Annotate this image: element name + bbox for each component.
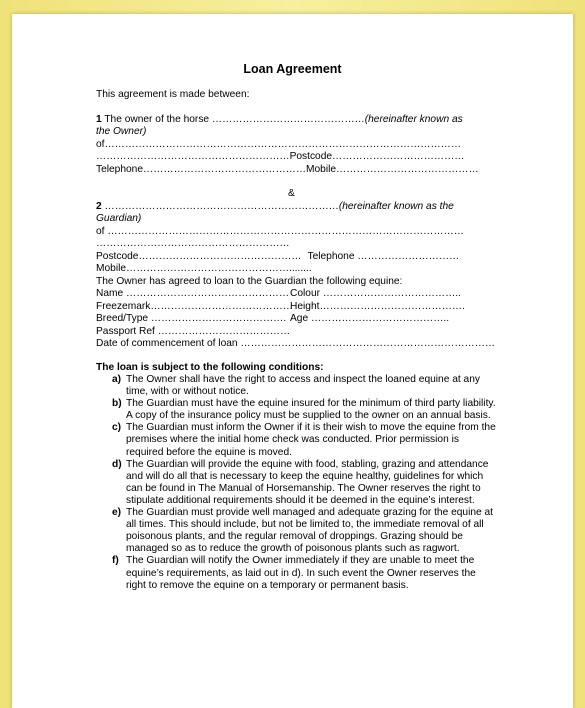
owner-known-as: (hereinafter known as xyxy=(364,114,463,125)
owner-address-line-2 xyxy=(96,151,464,163)
owner-horse-field: The owner of the horse ……………………………………… xyxy=(101,114,365,125)
condition-letter: a) xyxy=(112,374,122,385)
condition-text: The Guardian will provide the equine with food, stabling, grazing and attendance and will do all that is necessary to keep the equine healthy, guidelines for which can be found in The Manual of Horsemanship. The Owner reserves the right to stipulate additional requirements should it be deemed in the equine’s interest. xyxy=(126,458,489,506)
condition-item xyxy=(96,459,496,507)
owner-postcode-field: Postcode………………………………… xyxy=(289,151,465,162)
condition-text: The Owner shall have the right to access and inspect the loaned equine at any time, with or without notice. xyxy=(126,374,480,398)
condition-letter: c) xyxy=(112,422,122,434)
guardian-address-field: of …………………………………………………………………………………………… xyxy=(96,226,464,237)
document-title: Loan Agreement xyxy=(243,62,342,76)
condition-item xyxy=(96,374,496,398)
condition-letter: f) xyxy=(112,555,119,567)
condition-item xyxy=(96,555,496,591)
owner-line-2: the Owner) xyxy=(96,126,147,137)
guardian-postcode-field: Postcode………………………………………… xyxy=(96,251,302,262)
equine-colour-field: Colour ………………………………….. xyxy=(290,288,461,299)
equine-freezemark-field: Freezemark…………………………………… xyxy=(96,301,293,312)
owner-phone-line xyxy=(96,164,479,176)
condition-item xyxy=(96,422,496,458)
condition-letter: e) xyxy=(112,507,122,519)
owner-line-1 xyxy=(96,114,463,126)
conditions-heading: The loan is subject to the following conditions: xyxy=(96,362,324,373)
document-page xyxy=(12,14,573,708)
owner-address-dots: ………………………………………………… xyxy=(96,151,290,162)
condition-item xyxy=(96,507,496,555)
guardian-telephone-field: Telephone ………………………… xyxy=(307,251,460,262)
condition-text: The Guardian will notify the Owner immediately if they are unable to meet the equine’s requirements, as laid out in d). In such event the Owner reserves the right to remove the equine on a temporary or permanent basis. xyxy=(126,555,476,591)
intro-text: This agreement is made between: xyxy=(96,89,250,100)
equine-height-field: Height……………………………………. xyxy=(290,301,465,312)
condition-text: The Guardian must inform the Owner if it is their wish to move the equine from the premises where the initial home check was conducted. Prior permission is required before the equine is moved. xyxy=(126,422,496,458)
equine-breed-field: Breed/Type …………………………………. xyxy=(96,313,287,324)
loan-commencement-field: Date of commencement of loan ………………………………………………………………… xyxy=(96,338,496,349)
guardian-known-as: (hereinafter known as the xyxy=(338,201,454,212)
guardian-line-1 xyxy=(96,201,454,213)
guardian-address-line-2: ………………………………………………… xyxy=(96,238,290,249)
condition-letter: b) xyxy=(112,398,122,410)
guardian-postcode-line xyxy=(96,251,459,263)
guardian-mobile-field: Mobile…………………………………………........ xyxy=(96,263,312,274)
equine-passport-field: Passport Ref ………………………………… xyxy=(96,326,291,337)
owner-telephone-field: Telephone………………………………………… xyxy=(96,164,307,175)
agreed-text: The Owner has agreed to loan to the Guardian the following equine: xyxy=(96,276,403,287)
guardian-number: 2 xyxy=(96,201,102,212)
condition-text: The Guardian must provide well managed and adequate grazing for the equine at all times. This should include, but not be limited to, the immediate removal of all poisonous plants, and the regular removal of droppings. Grazing should be managed so as to reduce the growth of poisonous plants such as ragwort. xyxy=(126,507,493,555)
equine-name-field: Name ………………………………………… xyxy=(96,288,290,299)
owner-address-field: of…………………………………………………………………………………………… xyxy=(96,139,462,150)
condition-item xyxy=(96,398,496,422)
condition-letter: d) xyxy=(112,458,122,470)
condition-text: The Guardian must have the equine insured for the minimum of third party liability. A copy of the insurance policy must be supplied to the owner on an annual basis. xyxy=(126,398,496,422)
guardian-name-field: …………………………………………………………… xyxy=(101,201,339,212)
guardian-line-2: Guardian) xyxy=(96,213,142,224)
owner-number: 1 xyxy=(96,114,102,125)
conditions-list xyxy=(96,374,496,592)
owner-mobile-field: Mobile…………………………………… xyxy=(306,164,479,175)
equine-age-field: Age ………………………………….. xyxy=(290,313,450,324)
ampersand: & xyxy=(288,188,295,199)
